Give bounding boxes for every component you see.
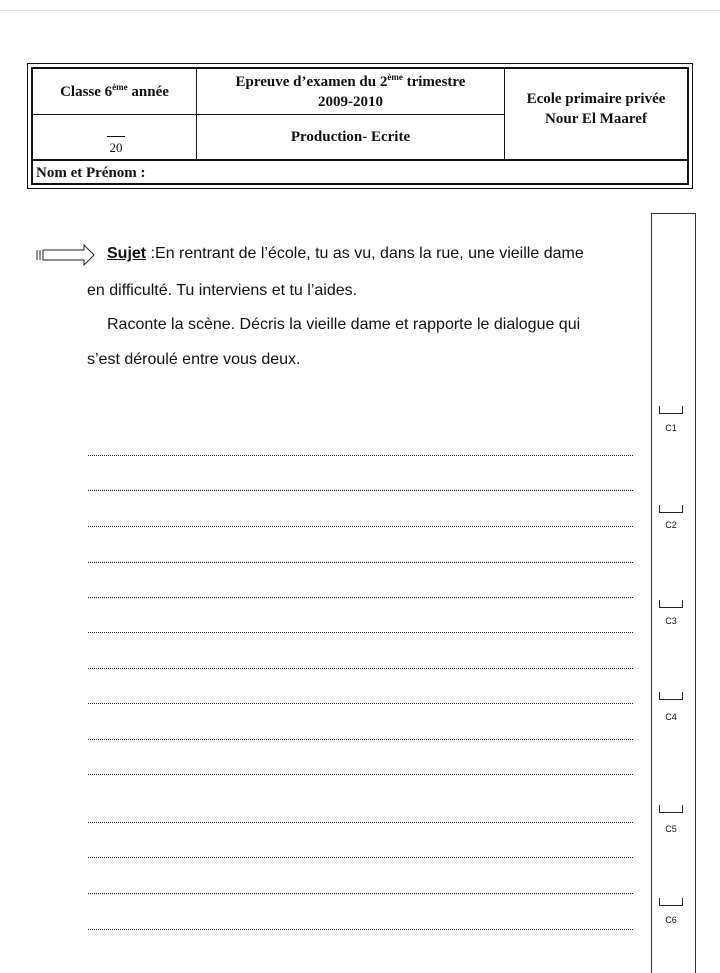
subject-line-2: en difficulté. Tu interviens et tu l’aides. [87, 282, 358, 299]
answer-line[interactable] [88, 597, 633, 598]
subject-line-3: Raconte la scène. Décris la vieille dame et rapporte le dialogue qui [107, 316, 581, 333]
answer-line[interactable] [88, 455, 633, 456]
score-box-c3[interactable] [659, 600, 683, 608]
criterion-label-c3: C3 [665, 616, 677, 626]
student-name-label: Nom et Prénom : [36, 165, 146, 181]
school-cell [505, 86, 687, 132]
subject-line-4: s’est déroulé entre vous deux. [87, 351, 301, 368]
score-column [651, 213, 696, 973]
answer-line[interactable] [88, 774, 633, 775]
school-name-line1: Ecole primaire privée [526, 91, 666, 107]
subject-matter-cell [197, 115, 504, 159]
criterion-label-c2: C2 [665, 520, 677, 530]
criterion-label-c6: C6 [665, 915, 677, 925]
exam-title: Epreuve d’examen du 2ème trimestre [235, 71, 466, 90]
answer-line[interactable] [88, 739, 633, 740]
answer-line[interactable] [88, 929, 633, 930]
top-border [0, 10, 720, 11]
exam-title-cell [197, 69, 504, 114]
answer-line[interactable] [88, 490, 633, 491]
answer-line[interactable] [88, 632, 633, 633]
student-name-field[interactable] [36, 161, 236, 185]
grade-total: 20 [109, 140, 123, 155]
arrow-right-icon [34, 244, 96, 266]
class-cell [33, 69, 196, 114]
subject-heading: Sujet [107, 245, 147, 262]
criterion-label-c5: C5 [665, 824, 677, 834]
answer-line[interactable] [88, 562, 633, 563]
score-box-c4[interactable] [659, 692, 683, 700]
exam-year: 2009-2010 [318, 93, 383, 110]
answer-line[interactable] [88, 668, 633, 669]
answer-line[interactable] [88, 857, 633, 858]
criterion-label-c4: C4 [665, 712, 677, 722]
score-box-c5[interactable] [659, 805, 683, 813]
subject-line-1: Sujet :En rentrant de l’école, tu as vu, dans la rue, une vieille dame [107, 245, 584, 262]
criterion-label-c1: C1 [665, 423, 677, 433]
score-box-c6[interactable] [659, 898, 683, 906]
subject-matter: Production- Ecrite [290, 129, 411, 145]
answer-line[interactable] [88, 526, 633, 527]
answer-line[interactable] [88, 703, 633, 704]
score-box-c1[interactable] [659, 406, 683, 414]
class-label: Classe 6ème année [60, 81, 169, 100]
answer-line[interactable] [88, 893, 633, 894]
school-name-line2: Nour El Maaref [545, 111, 647, 127]
score-box-c2[interactable] [659, 505, 683, 513]
answer-line[interactable] [88, 822, 633, 823]
grade-fraction [104, 136, 128, 156]
